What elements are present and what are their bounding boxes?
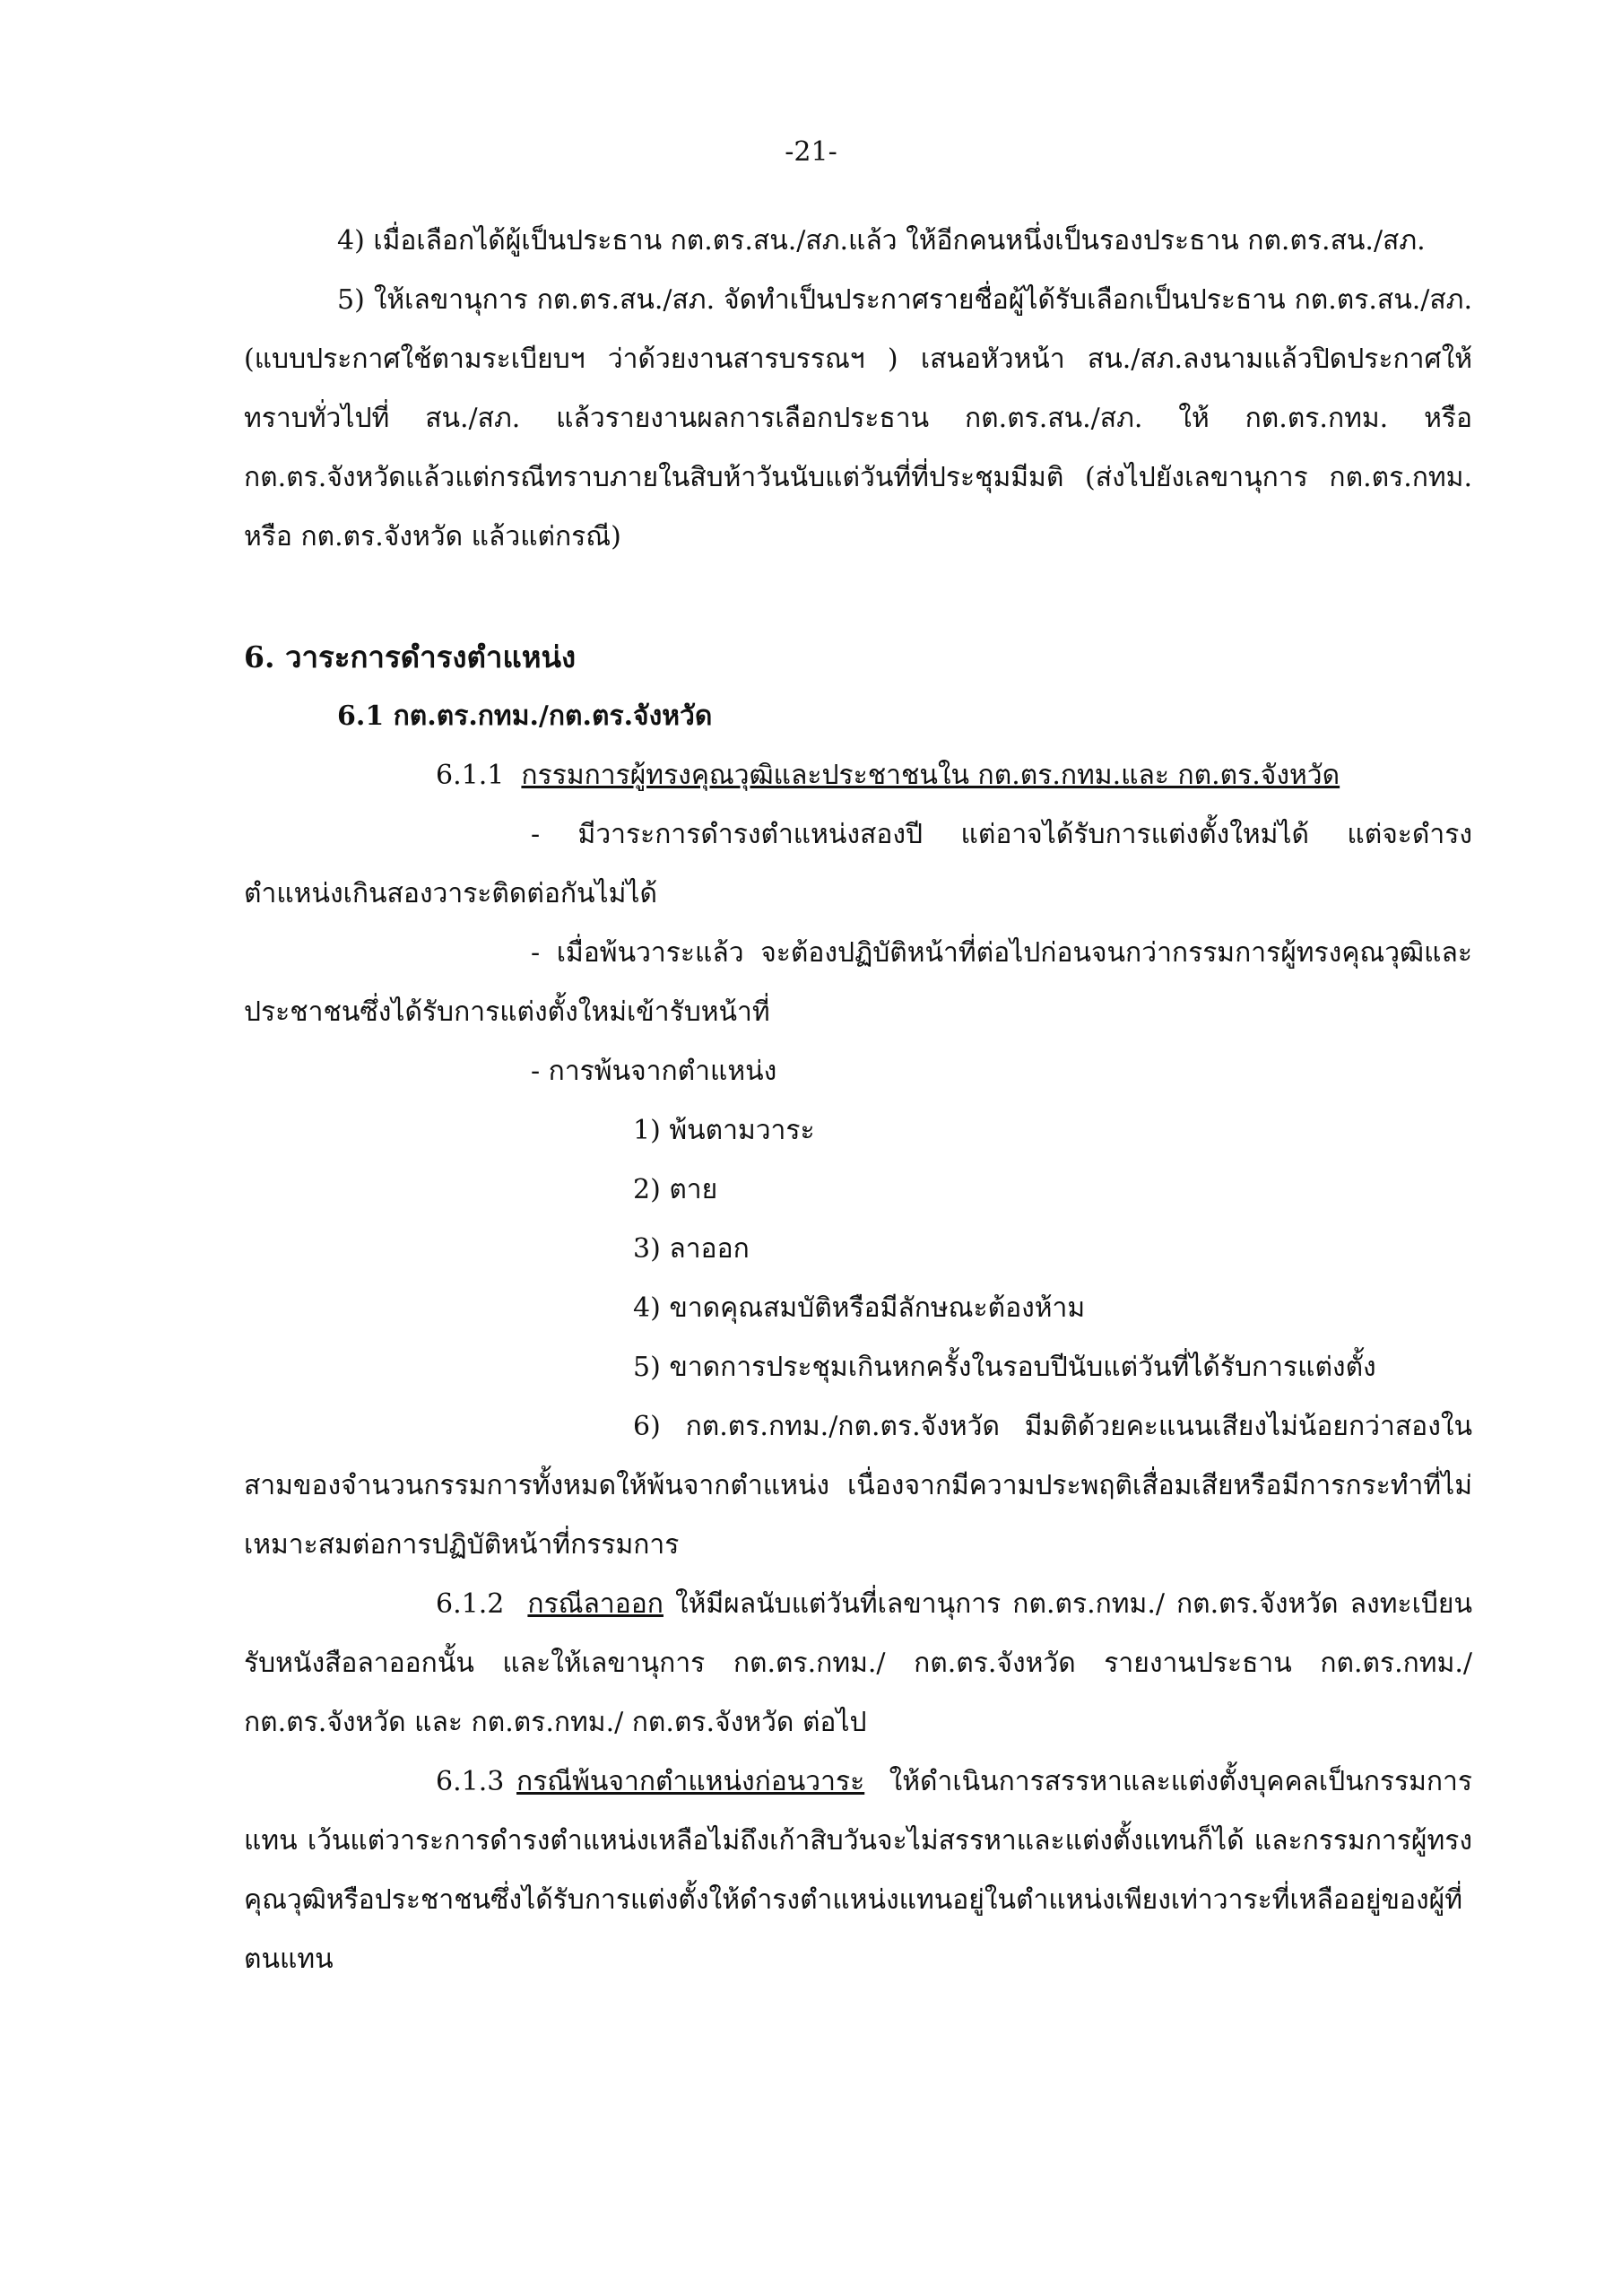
subsection-6-1-3 bbox=[244, 1752, 1472, 1989]
bullet-term: - มีวาระการดำรงตำแหน่งสองปี แต่อาจได้รับการแต่งตั้งใหม่ได้ แต่จะดำรงตำแหน่งเกินสองวาระติดต่อกันไม่ได้ bbox=[244, 819, 1472, 909]
subsection-title: กรรมการผู้ทรงคุณวุฒิและประชาชนใน กต.ตร.กทม.และ กต.ตร.จังหวัด bbox=[521, 760, 1340, 791]
subsection-number: 6.1.2 bbox=[436, 1588, 505, 1620]
subsection-title: กรณีพ้นจากตำแหน่งก่อนวาระ bbox=[516, 1766, 865, 1797]
subsection-6-1-1-heading bbox=[244, 746, 1472, 805]
subsection-number: 6.1.3 bbox=[436, 1766, 505, 1797]
bullet-termination: - การพ้นจากตำแหน่ง bbox=[531, 1056, 777, 1087]
list-item: 4) ขาดคุณสมบัติหรือมีลักษณะต้องห้าม bbox=[633, 1292, 1086, 1324]
subsection-heading-6-1: 6.1 กต.ตร.กทม./กต.ตร.จังหวัด bbox=[337, 700, 713, 732]
list-item-6: 6) กต.ตร.กทม./กต.ตร.จังหวัด มีมติด้วยคะแนนเสียงไม่น้อยกว่าสองในสามของจำนวนกรรมการทั้งหมดให้พ้นจากตำแหน่ง เนื่องจากมีความประพฤติเสื่อมเสียหรือมีการกระทำที่ไม่เหมาะสมต่อการปฏิบัติหน้าที่กรรมการ bbox=[244, 1411, 1472, 1561]
list-item: 3) ลาออก bbox=[633, 1233, 750, 1265]
section-heading: 6. วาระการดำรงตำแหน่ง bbox=[244, 639, 577, 674]
intro-item-5: 5) ให้เลขานุการ กต.ตร.สน./สภ. จัดทำเป็นประกาศรายชื่อผู้ได้รับเลือกเป็นประธาน กต.ตร.สน./สภ. (แบบประกาศใช้ตามระเบียบฯ ว่าด้วยงานสารบรรณฯ ) เสนอหัวหน้า สน./สภ.ลงนามแล้วปิดประกาศให้ทราบทั่วไปที่ สน./สภ. แล้วรายงานผลการเลือกประธาน กต.ตร.สน./สภ. ให้ กต.ตร.กทม. หรือ กต.ตร.จังหวัดแล้วแต่กรณีทราบภายในสิบห้าวันนับแต่วันที่ที่ประชุมมีมติ (ส่งไปยังเลขานุการ กต.ตร.กทม. หรือ กต.ตร.จังหวัด แล้วแต่กรณี) bbox=[244, 284, 1472, 552]
bullet-continue-duty: - เมื่อพ้นวาระแล้ว จะต้องปฏิบัติหน้าที่ต่อไปก่อนจนกว่ากรรมการผู้ทรงคุณวุฒิและประชาชนซึ่งได้รับการแต่งตั้งใหม่เข้ารับหน้าที่ bbox=[244, 937, 1472, 1028]
intro-item-4: 4) เมื่อเลือกได้ผู้เป็นประธาน กต.ตร.สน./สภ.แล้ว ให้อีกคนหนึ่งเป็นรองประธาน กต.ตร.สน./สภ. bbox=[337, 225, 1426, 257]
subsection-text: ให้มีผลนับแต่วันที่เลขานุการ กต.ตร.กทม./ กต.ตร.จังหวัด ลงทะเบียนรับหนังสือลาออกนั้น และให้เลขานุการ กต.ตร.กทม./ กต.ตร.จังหวัด รายงานประธาน กต.ตร.กทม./ กต.ตร.จังหวัด และ กต.ตร.กทม./ กต.ตร.จังหวัด ต่อไป bbox=[244, 1588, 1472, 1738]
subsection-text: ให้ดำเนินการสรรหาและแต่งตั้งบุคคลเป็นกรรมการแทน เว้นแต่วาระการดำรงตำแหน่งเหลือไม่ถึงเก้าสิบวันจะไม่สรรหาและแต่งตั้งแทนก็ได้ และกรรมการผู้ทรงคุณวุฒิหรือประชาชนซึ่งได้รับการแต่งตั้งให้ดำรงตำแหน่งแทนอยู่ในตำแหน่งเพียงเท่าวาระที่เหลืออยู่ของผู้ที่ตนแทน bbox=[244, 1766, 1472, 1975]
list-item: 2) ตาย bbox=[633, 1174, 718, 1205]
list-item: 5) ขาดการประชุมเกินหกครั้งในรอบปีนับแต่วันที่ได้รับการแต่งตั้ง bbox=[633, 1352, 1376, 1383]
page-number: -21- bbox=[785, 136, 837, 168]
subsection-number: 6.1.1 bbox=[436, 760, 505, 791]
subsection-6-1-2 bbox=[244, 1575, 1472, 1752]
intro-block bbox=[244, 212, 1472, 567]
subsection-title: กรณีลาออก bbox=[527, 1588, 664, 1620]
section-6 bbox=[244, 628, 1472, 1989]
list-item: 1) พ้นตามวาระ bbox=[633, 1115, 815, 1146]
